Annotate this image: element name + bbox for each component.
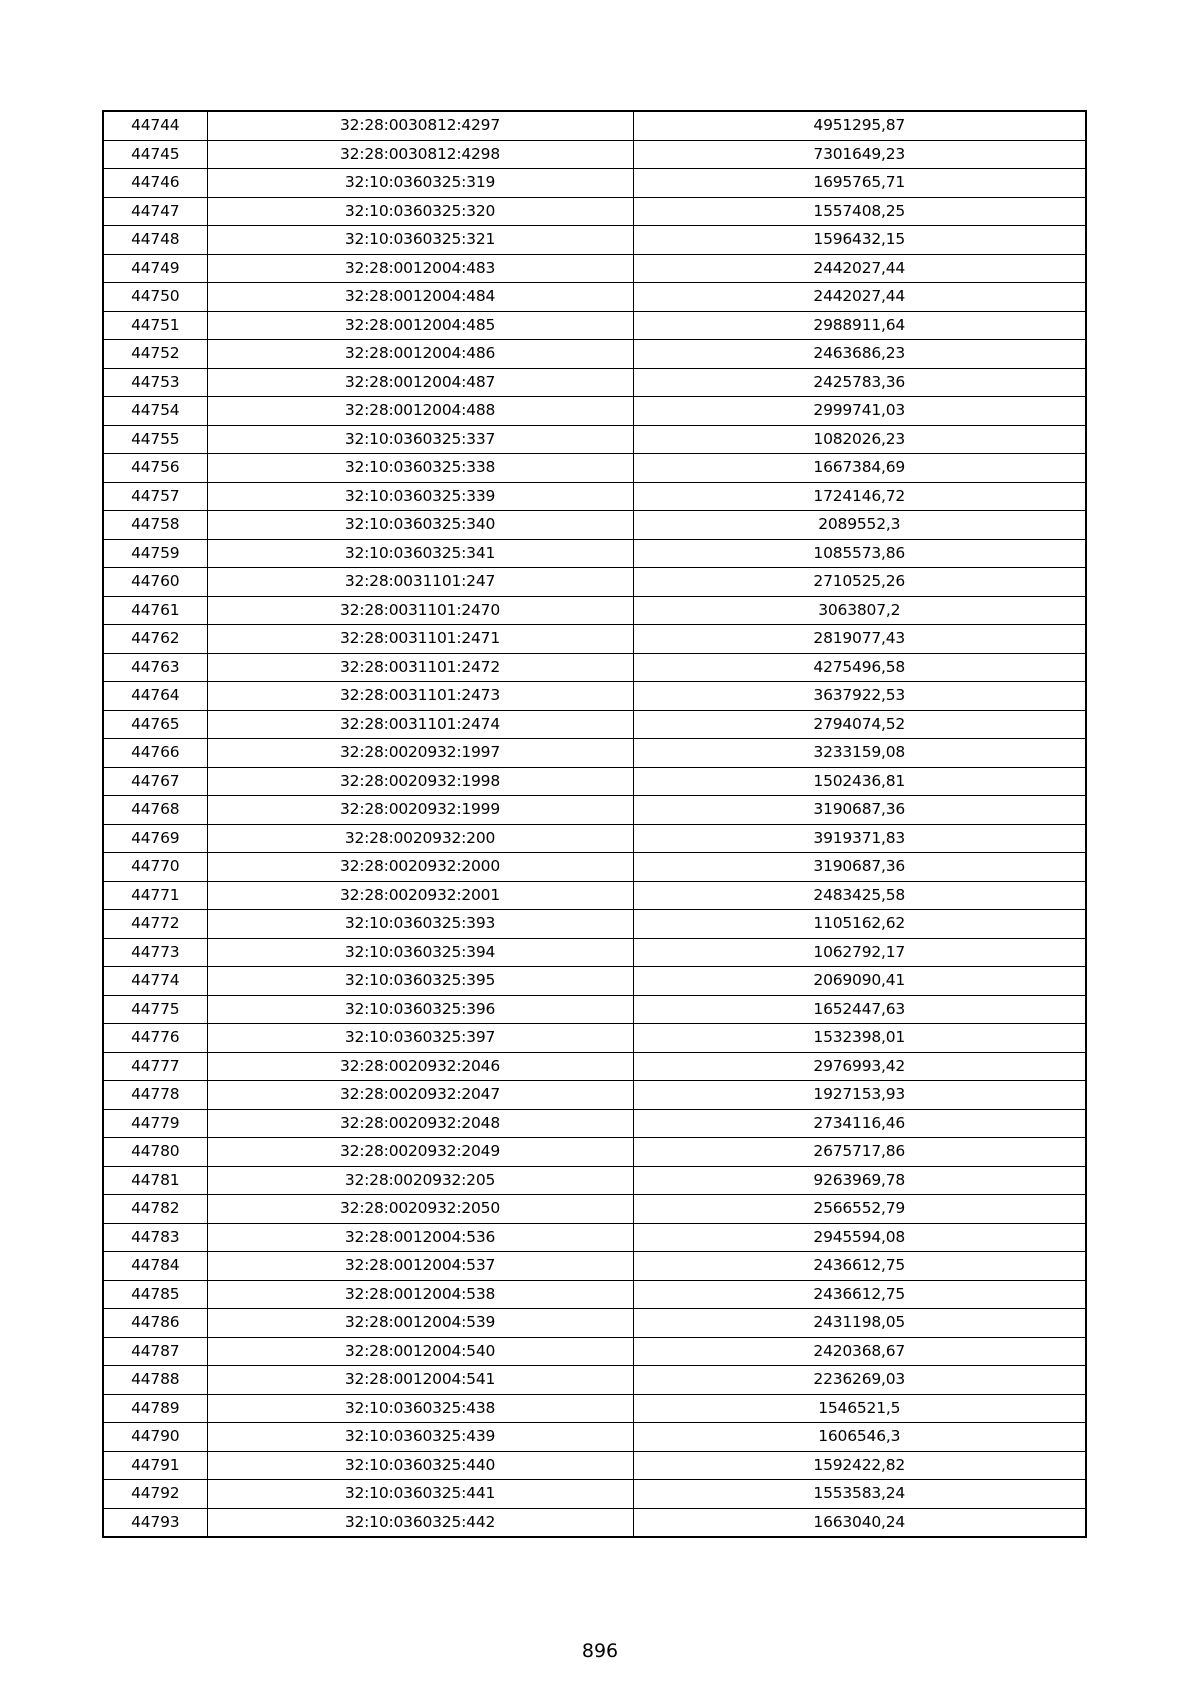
table-row [103, 767, 1086, 796]
value-cell: 2442027,44 [633, 254, 1086, 283]
cadastral-number-cell: 32:28:0012004:538 [207, 1280, 633, 1309]
cadastral-number-cell: 32:28:0012004:539 [207, 1309, 633, 1338]
value-cell: 3190687,36 [633, 796, 1086, 825]
cadastral-number-cell: 32:10:0360325:442 [207, 1508, 633, 1537]
value-cell: 1592422,82 [633, 1451, 1086, 1480]
table-row [103, 169, 1086, 198]
row-number-cell: 44774 [103, 967, 207, 996]
value-cell: 3190687,36 [633, 853, 1086, 882]
cadastral-number-cell: 32:28:0030812:4298 [207, 140, 633, 169]
table-row [103, 1366, 1086, 1395]
table-row [103, 1166, 1086, 1195]
row-number-cell: 44786 [103, 1309, 207, 1338]
value-cell: 2976993,42 [633, 1052, 1086, 1081]
row-number-cell: 44768 [103, 796, 207, 825]
cadastral-number-cell: 32:10:0360325:396 [207, 995, 633, 1024]
table-row [103, 995, 1086, 1024]
cadastral-number-cell: 32:10:0360325:321 [207, 226, 633, 255]
cadastral-number-cell: 32:10:0360325:339 [207, 482, 633, 511]
row-number-cell: 44778 [103, 1081, 207, 1110]
cadastral-number-cell: 32:28:0020932:2047 [207, 1081, 633, 1110]
row-number-cell: 44782 [103, 1195, 207, 1224]
table-row [103, 140, 1086, 169]
row-number-cell: 44781 [103, 1166, 207, 1195]
table-row [103, 539, 1086, 568]
table-row [103, 482, 1086, 511]
row-number-cell: 44747 [103, 197, 207, 226]
row-number-cell: 44758 [103, 511, 207, 540]
table-row [103, 368, 1086, 397]
value-cell: 3919371,83 [633, 824, 1086, 853]
table-row [103, 1223, 1086, 1252]
value-cell: 1724146,72 [633, 482, 1086, 511]
table-row [103, 739, 1086, 768]
cadastral-number-cell: 32:28:0020932:2046 [207, 1052, 633, 1081]
value-cell: 3637922,53 [633, 682, 1086, 711]
row-number-cell: 44751 [103, 311, 207, 340]
value-cell: 2436612,75 [633, 1252, 1086, 1281]
cadastral-number-cell: 32:10:0360325:393 [207, 910, 633, 939]
row-number-cell: 44762 [103, 625, 207, 654]
table-row [103, 340, 1086, 369]
page-number: 896 [581, 1640, 619, 1662]
row-number-cell: 44789 [103, 1394, 207, 1423]
row-number-cell: 44771 [103, 881, 207, 910]
row-number-cell: 44754 [103, 397, 207, 426]
cadastral-number-cell: 32:10:0360325:320 [207, 197, 633, 226]
table-row [103, 397, 1086, 426]
cadastral-number-cell: 32:28:0012004:541 [207, 1366, 633, 1395]
value-cell: 9263969,78 [633, 1166, 1086, 1195]
cadastral-number-cell: 32:28:0012004:485 [207, 311, 633, 340]
row-number-cell: 44787 [103, 1337, 207, 1366]
cadastral-number-cell: 32:10:0360325:395 [207, 967, 633, 996]
cadastral-number-cell: 32:10:0360325:441 [207, 1480, 633, 1509]
cadastral-number-cell: 32:10:0360325:440 [207, 1451, 633, 1480]
row-number-cell: 44769 [103, 824, 207, 853]
cadastral-number-cell: 32:28:0012004:536 [207, 1223, 633, 1252]
table-row [103, 1423, 1086, 1452]
row-number-cell: 44746 [103, 169, 207, 198]
value-cell: 2566552,79 [633, 1195, 1086, 1224]
value-cell: 2420368,67 [633, 1337, 1086, 1366]
value-cell: 2945594,08 [633, 1223, 1086, 1252]
table-row [103, 425, 1086, 454]
row-number-cell: 44761 [103, 596, 207, 625]
row-number-cell: 44792 [103, 1480, 207, 1509]
cadastral-number-cell: 32:28:0020932:1997 [207, 739, 633, 768]
cadastral-number-cell: 32:10:0360325:439 [207, 1423, 633, 1452]
table-row [103, 1337, 1086, 1366]
value-cell: 1082026,23 [633, 425, 1086, 454]
row-number-cell: 44764 [103, 682, 207, 711]
value-cell: 2675717,86 [633, 1138, 1086, 1167]
row-number-cell: 44784 [103, 1252, 207, 1281]
value-cell: 1546521,5 [633, 1394, 1086, 1423]
table-row [103, 938, 1086, 967]
row-number-cell: 44770 [103, 853, 207, 882]
value-cell: 1553583,24 [633, 1480, 1086, 1509]
row-number-cell: 44773 [103, 938, 207, 967]
table-row [103, 796, 1086, 825]
row-number-cell: 44748 [103, 226, 207, 255]
table-row [103, 283, 1086, 312]
table-row [103, 254, 1086, 283]
cadastral-number-cell: 32:10:0360325:319 [207, 169, 633, 198]
value-cell: 2436612,75 [633, 1280, 1086, 1309]
row-number-cell: 44783 [103, 1223, 207, 1252]
table-row [103, 568, 1086, 597]
row-number-cell: 44766 [103, 739, 207, 768]
cadastral-number-cell: 32:28:0031101:2470 [207, 596, 633, 625]
value-cell: 1667384,69 [633, 454, 1086, 483]
cadastral-number-cell: 32:28:0031101:247 [207, 568, 633, 597]
value-cell: 1927153,93 [633, 1081, 1086, 1110]
cadastral-number-cell: 32:10:0360325:337 [207, 425, 633, 454]
cadastral-number-cell: 32:28:0012004:484 [207, 283, 633, 312]
value-cell: 2089552,3 [633, 511, 1086, 540]
cadastral-number-cell: 32:10:0360325:341 [207, 539, 633, 568]
table-row [103, 824, 1086, 853]
cadastral-number-cell: 32:28:0012004:486 [207, 340, 633, 369]
value-cell: 2710525,26 [633, 568, 1086, 597]
table-row [103, 596, 1086, 625]
row-number-cell: 44785 [103, 1280, 207, 1309]
value-cell: 3233159,08 [633, 739, 1086, 768]
value-cell: 1606546,3 [633, 1423, 1086, 1452]
value-cell: 2442027,44 [633, 283, 1086, 312]
row-number-cell: 44759 [103, 539, 207, 568]
cadastral-number-cell: 32:28:0020932:2001 [207, 881, 633, 910]
cadastral-number-cell: 32:28:0020932:2050 [207, 1195, 633, 1224]
value-cell: 1085573,86 [633, 539, 1086, 568]
value-cell: 2988911,64 [633, 311, 1086, 340]
cadastral-number-cell: 32:28:0020932:205 [207, 1166, 633, 1195]
cadastral-number-cell: 32:10:0360325:438 [207, 1394, 633, 1423]
row-number-cell: 44788 [103, 1366, 207, 1395]
row-number-cell: 44752 [103, 340, 207, 369]
table-row [103, 653, 1086, 682]
cadastral-number-cell: 32:10:0360325:338 [207, 454, 633, 483]
table-row [103, 1252, 1086, 1281]
row-number-cell: 44749 [103, 254, 207, 283]
value-cell: 1695765,71 [633, 169, 1086, 198]
value-cell: 1596432,15 [633, 226, 1086, 255]
cadastral-number-cell: 32:28:0020932:2048 [207, 1109, 633, 1138]
table-row [103, 967, 1086, 996]
table-row [103, 1024, 1086, 1053]
cadastral-number-cell: 32:28:0012004:483 [207, 254, 633, 283]
row-number-cell: 44793 [103, 1508, 207, 1537]
row-number-cell: 44776 [103, 1024, 207, 1053]
cadastral-number-cell: 32:28:0020932:200 [207, 824, 633, 853]
table-row [103, 1138, 1086, 1167]
table-row [103, 1480, 1086, 1509]
row-number-cell: 44772 [103, 910, 207, 939]
row-number-cell: 44767 [103, 767, 207, 796]
row-number-cell: 44750 [103, 283, 207, 312]
value-cell: 2999741,03 [633, 397, 1086, 426]
value-cell: 1502436,81 [633, 767, 1086, 796]
table-row [103, 1109, 1086, 1138]
table-row [103, 1081, 1086, 1110]
row-number-cell: 44779 [103, 1109, 207, 1138]
cadastral-number-cell: 32:28:0020932:2000 [207, 853, 633, 882]
row-number-cell: 44777 [103, 1052, 207, 1081]
value-cell: 3063807,2 [633, 596, 1086, 625]
table-row [103, 197, 1086, 226]
value-cell: 2819077,43 [633, 625, 1086, 654]
cadastral-number-cell: 32:10:0360325:397 [207, 1024, 633, 1053]
table-row [103, 1195, 1086, 1224]
cadastral-number-cell: 32:28:0012004:488 [207, 397, 633, 426]
value-cell: 1557408,25 [633, 197, 1086, 226]
cadastral-number-cell: 32:10:0360325:394 [207, 938, 633, 967]
value-cell: 4951295,87 [633, 111, 1086, 140]
table-row [103, 910, 1086, 939]
table-row [103, 625, 1086, 654]
table-row [103, 853, 1086, 882]
value-cell: 1062792,17 [633, 938, 1086, 967]
value-cell: 2431198,05 [633, 1309, 1086, 1338]
table-row [103, 710, 1086, 739]
row-number-cell: 44757 [103, 482, 207, 511]
value-cell: 2069090,41 [633, 967, 1086, 996]
row-number-cell: 44791 [103, 1451, 207, 1480]
table-row [103, 511, 1086, 540]
table-row [103, 454, 1086, 483]
cadastral-number-cell: 32:28:0031101:2471 [207, 625, 633, 654]
table-row [103, 311, 1086, 340]
cadastral-number-cell: 32:28:0012004:487 [207, 368, 633, 397]
table-row [103, 1309, 1086, 1338]
table-row [103, 1052, 1086, 1081]
data-table [102, 110, 1087, 1538]
value-cell: 2734116,46 [633, 1109, 1086, 1138]
value-cell: 7301649,23 [633, 140, 1086, 169]
cadastral-number-cell: 32:28:0012004:537 [207, 1252, 633, 1281]
row-number-cell: 44790 [103, 1423, 207, 1452]
value-cell: 2794074,52 [633, 710, 1086, 739]
cadastral-number-cell: 32:28:0020932:1998 [207, 767, 633, 796]
table-row [103, 1508, 1086, 1537]
value-cell: 1663040,24 [633, 1508, 1086, 1537]
cadastral-number-cell: 32:28:0030812:4297 [207, 111, 633, 140]
row-number-cell: 44760 [103, 568, 207, 597]
value-cell: 2425783,36 [633, 368, 1086, 397]
table-row [103, 682, 1086, 711]
cadastral-number-cell: 32:28:0020932:1999 [207, 796, 633, 825]
row-number-cell: 44763 [103, 653, 207, 682]
row-number-cell: 44755 [103, 425, 207, 454]
table-row [103, 1451, 1086, 1480]
value-cell: 2463686,23 [633, 340, 1086, 369]
value-cell: 2236269,03 [633, 1366, 1086, 1395]
value-cell: 1105162,62 [633, 910, 1086, 939]
row-number-cell: 44756 [103, 454, 207, 483]
table-row [103, 1394, 1086, 1423]
cadastral-number-cell: 32:28:0020932:2049 [207, 1138, 633, 1167]
cadastral-number-cell: 32:10:0360325:340 [207, 511, 633, 540]
value-cell: 1652447,63 [633, 995, 1086, 1024]
row-number-cell: 44744 [103, 111, 207, 140]
value-cell: 4275496,58 [633, 653, 1086, 682]
cadastral-number-cell: 32:28:0031101:2474 [207, 710, 633, 739]
cadastral-number-cell: 32:28:0031101:2473 [207, 682, 633, 711]
row-number-cell: 44780 [103, 1138, 207, 1167]
row-number-cell: 44753 [103, 368, 207, 397]
value-cell: 2483425,58 [633, 881, 1086, 910]
table-row [103, 1280, 1086, 1309]
table-row [103, 881, 1086, 910]
cadastral-number-cell: 32:28:0031101:2472 [207, 653, 633, 682]
table-row [103, 226, 1086, 255]
row-number-cell: 44765 [103, 710, 207, 739]
table-body [103, 111, 1086, 1537]
row-number-cell: 44745 [103, 140, 207, 169]
row-number-cell: 44775 [103, 995, 207, 1024]
table-row [103, 111, 1086, 140]
cadastral-number-cell: 32:28:0012004:540 [207, 1337, 633, 1366]
value-cell: 1532398,01 [633, 1024, 1086, 1053]
